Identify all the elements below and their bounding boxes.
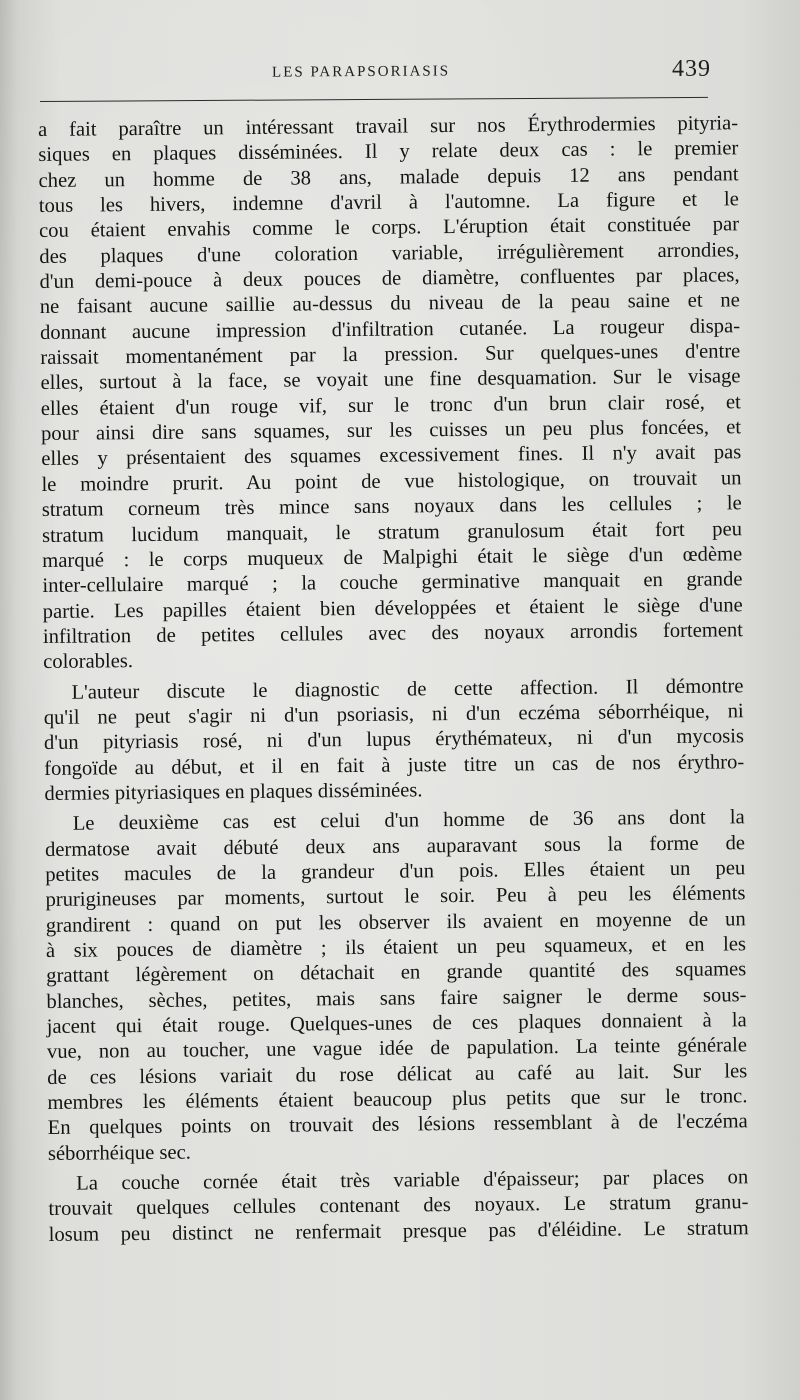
text-line: cou étaient envahis comme le corps. L'éruption était constituée par xyxy=(38,213,740,243)
text-line: infiltration de petites cellules avec des noyaux arrondis fortement xyxy=(42,619,744,648)
text-line: dermatose avait débuté deux ans auparavant sous la forme de xyxy=(44,831,746,861)
text-line: prurigineuses par moments, surtout le soir. Peu à peu les éléments xyxy=(45,882,746,912)
text-line: des plaques d'une coloration variable, irrégulièrement arrondies, xyxy=(39,238,740,268)
text-line: blanches, sèches, petites, mais sans faire saigner le derme sous- xyxy=(46,983,747,1013)
text-line: jacent qui était rouge. Quelques-unes de ces plaques donnaient à la xyxy=(46,1009,747,1038)
text-line: d'un pityriasis rosé, ni d'un lupus érythémateux, ni d'un mycosis xyxy=(43,725,745,755)
text-line: marqué : le corps muqueux de Malpighi était le siège d'un œdème xyxy=(42,543,743,572)
text-line: stratum corneum très mince sans noyaux dans les cellules ; le xyxy=(41,492,742,522)
text-line: fongoïde au début, et il en fait à juste titre un cas de nos érythro- xyxy=(44,750,745,780)
paragraph xyxy=(38,111,743,675)
text-line: elles y présentaient des squames excessivement fines. Il n'y avait pas xyxy=(41,441,742,471)
text-line: de ces lésions variait du rose délicat au café au lait. Sur les xyxy=(47,1059,748,1089)
text-line: qu'il ne peut s'agir ni d'un psoriasis, ni d'un eczéma séborrhéique, ni xyxy=(43,700,744,729)
text-line: pour ainsi dire sans squames, sur les cuisses un peu plus foncées, et xyxy=(40,416,742,446)
text-line: a fait paraître un intéressant travail sur nos Érythrodermies pityria- xyxy=(38,112,739,141)
page-header xyxy=(40,56,730,96)
text-line: ne faisant aucune saillie au-dessus du niveau de la peau saine et ne xyxy=(39,289,740,319)
text-line: le moindre prurit. Au point de vue histologique, on trouvait un xyxy=(41,467,742,496)
text-line: grattant légèrement on détachait en grande quantité des squames xyxy=(46,958,747,988)
text-line: dermies pityriasiques en plaques disséminées. xyxy=(44,779,423,805)
text-line: stratum lucidum manquait, le stratum granulosum était fort peu xyxy=(41,517,743,547)
paragraph xyxy=(43,674,744,807)
text-line: losum peu distinct ne renfermait presque pas d'éléidine. Le stratum xyxy=(48,1217,749,1246)
text-line: petites macules de la grandeur d'un pois. Elles étaient un peu xyxy=(45,857,746,886)
header-rule xyxy=(40,97,708,102)
text-line: d'un demi-pouce à deux pouces de diamètre, confluentes par places, xyxy=(39,264,740,294)
text-line: La couche cornée était très variable d'épaisseur; par places on xyxy=(76,1166,749,1195)
text-line: membres les éléments étaient beaucoup plus petits que sur le tronc. xyxy=(47,1085,748,1115)
text-line: vue, non au toucher, une vague idée de papulation. La teinte générale xyxy=(46,1034,748,1064)
text-line: partie. Les papilles étaient bien développées et étaient le siège d'une xyxy=(42,593,743,623)
text-line: En quelques points on trouvait des lésions ressemblant à de l'eczéma xyxy=(47,1110,748,1140)
text-line: grandirent : quand on put les observer ils avaient en moyenne de un xyxy=(45,907,746,937)
paragraph xyxy=(45,806,748,1168)
text-line: Le deuxième cas est celui d'un homme de 36 ans dont la xyxy=(72,806,745,835)
page-number: 439 xyxy=(672,56,711,82)
text-line: elles étaient d'un rouge vif, sur le tronc d'un brun clair rosé, et xyxy=(40,391,741,420)
text-line: à six pouces de diamètre ; ils étaient un peu squameux, et en les xyxy=(45,933,747,962)
text-line: donnant aucune impression d'infiltration cutanée. La rougeur dispa- xyxy=(39,315,741,344)
running-title: LES PARAPSORIASIS xyxy=(271,63,451,81)
text-line: colorables. xyxy=(43,650,134,674)
text-line: trouvait quelques cellules contenant des noyaux. Le stratum granu- xyxy=(48,1191,749,1221)
text-line: elles, surtout à la face, se voyait une fine desquamation. Sur le visage xyxy=(40,365,741,395)
text-line: chez un homme de 38 ans, malade depuis 12 ans pendant xyxy=(38,162,739,192)
paragraph xyxy=(48,1165,749,1248)
text-line: L'auteur discute le diagnostic de cette affection. Il démontre xyxy=(71,674,744,704)
text-line: tous les hivers, indemne d'avril à l'automne. La figure et le xyxy=(38,188,739,218)
body-text xyxy=(38,111,749,1253)
text-line: siques en plaques disséminées. Il y relate deux cas : le premier xyxy=(38,137,739,167)
text-line: inter-cellulaire marqué ; la couche germinative manquait en grande xyxy=(42,568,743,598)
text-line: raissait momentanément par la pression. Sur quelques-unes d'entre xyxy=(40,340,741,370)
text-line: séborrhéique sec. xyxy=(47,1141,191,1165)
